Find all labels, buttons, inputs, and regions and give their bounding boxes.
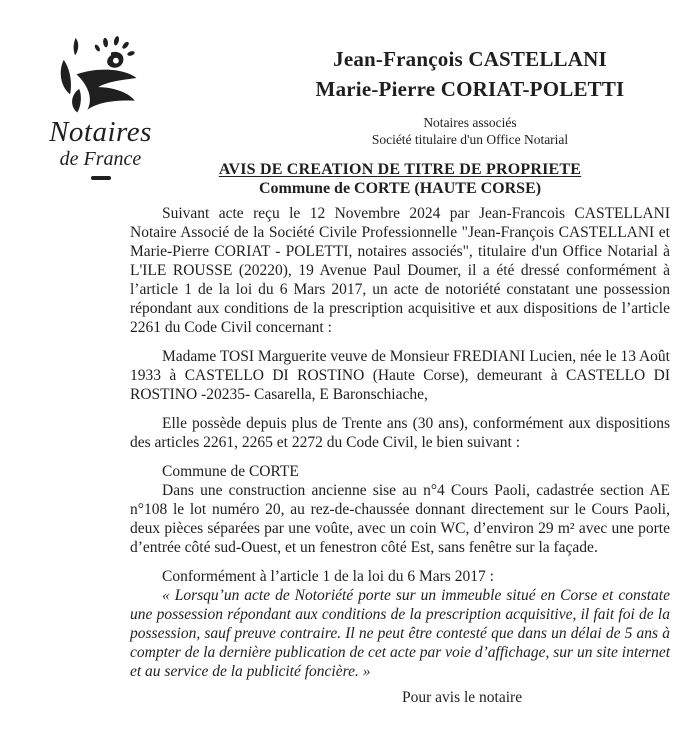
notary-name-2: Marie-Pierre CORIAT-POLETTI: [315, 77, 625, 101]
notice-body: [130, 204, 670, 707]
notice-title: AVIS DE CREATION DE TITRE DE PROPRIETE: [218, 161, 582, 178]
notice-subtitle: Commune de CORTE (HAUTE CORSE): [258, 180, 542, 197]
logo-dash: [91, 176, 111, 180]
logo-brand-name: Notaires: [49, 116, 152, 148]
notaires-logo-mark-icon: [51, 34, 151, 122]
notaires-de-france-logo: [28, 34, 173, 180]
paragraph-commune-heading: Commune de CORTE: [162, 463, 299, 480]
paragraph-law-quote: « Lorsqu’un acte de Notoriété porte sur un immeuble situé en Corse et constate une possession répondant aux conditions de la prescription acquisitive, il fait foi de la possession, sauf preuve contraire. Il ne peut être contesté que dans un délai de 5 ans à compter de la dernière publication de cet acte par voie d’affichage, sur un site internet et au service de la publicité foncière. »: [130, 587, 670, 680]
closing-line: Pour avis le notaire: [402, 689, 523, 706]
header-subtitle-associes: Notaires associés: [423, 115, 517, 130]
paragraph-person: Madame TOSI Marguerite veuve de Monsieur FREDIANI Lucien, née le 13 Août 1933 à CASTELLO DI ROSTINO (Haute Corse), demeurant à CASTELLO DI ROSTINO -20235- Casarella, E Baronschiache,: [130, 348, 670, 403]
notice-title-block: [130, 160, 670, 198]
paragraph-law-intro: Conformément à l’article 1 de la loi du 6 Mars 2017 :: [162, 568, 494, 585]
paragraph-act: Suivant acte reçu le 12 Novembre 2024 par Jean-Francois CASTELLANI Notaire Associé de la Société Civile Professionnelle "Jean-François CASTELLANI et Marie-Pierre CORIAT - POLETTI, notaires associés", titulaire d'un Office Notarial à L'ILE ROUSSE (20220), 19 Avenue Paul Doumer, il a été dressé conformément à l’article 1 de la loi du 6 Mars 2017, un acte de notoriété constatant une possession répondant aux conditions de la prescription acquisitive et aux dispositions de l’article 2261 du Code Civil concernant :: [130, 205, 670, 336]
notary-name-1: Jean-François CASTELLANI: [333, 47, 607, 71]
logo-brand-subname: de France: [59, 148, 142, 170]
header-subtitle-office: Société titulaire d'un Office Notarial: [371, 131, 569, 147]
notary-header-block: [245, 44, 695, 148]
paragraph-possession: Elle possède depuis plus de Trente ans (30 ans), conformément aux dispositions des articles 2261, 2265 et 2272 du Code Civil, le bien suivant :: [130, 415, 670, 451]
paragraph-property: Dans une construction ancienne sise au n°4 Cours Paoli, cadastrée section AE n°108 le lot numéro 20, au rez-de-chaussée donnant directement sur le Cours Paoli, deux pièces séparées par une voûte, avec un coin WC, d’environ 29 m² avec une porte d’entrée côté sud-Ouest, et un fenestron côté Est, sans fenêtre sur la façade.: [130, 482, 670, 556]
header-subtitles: [245, 115, 695, 148]
